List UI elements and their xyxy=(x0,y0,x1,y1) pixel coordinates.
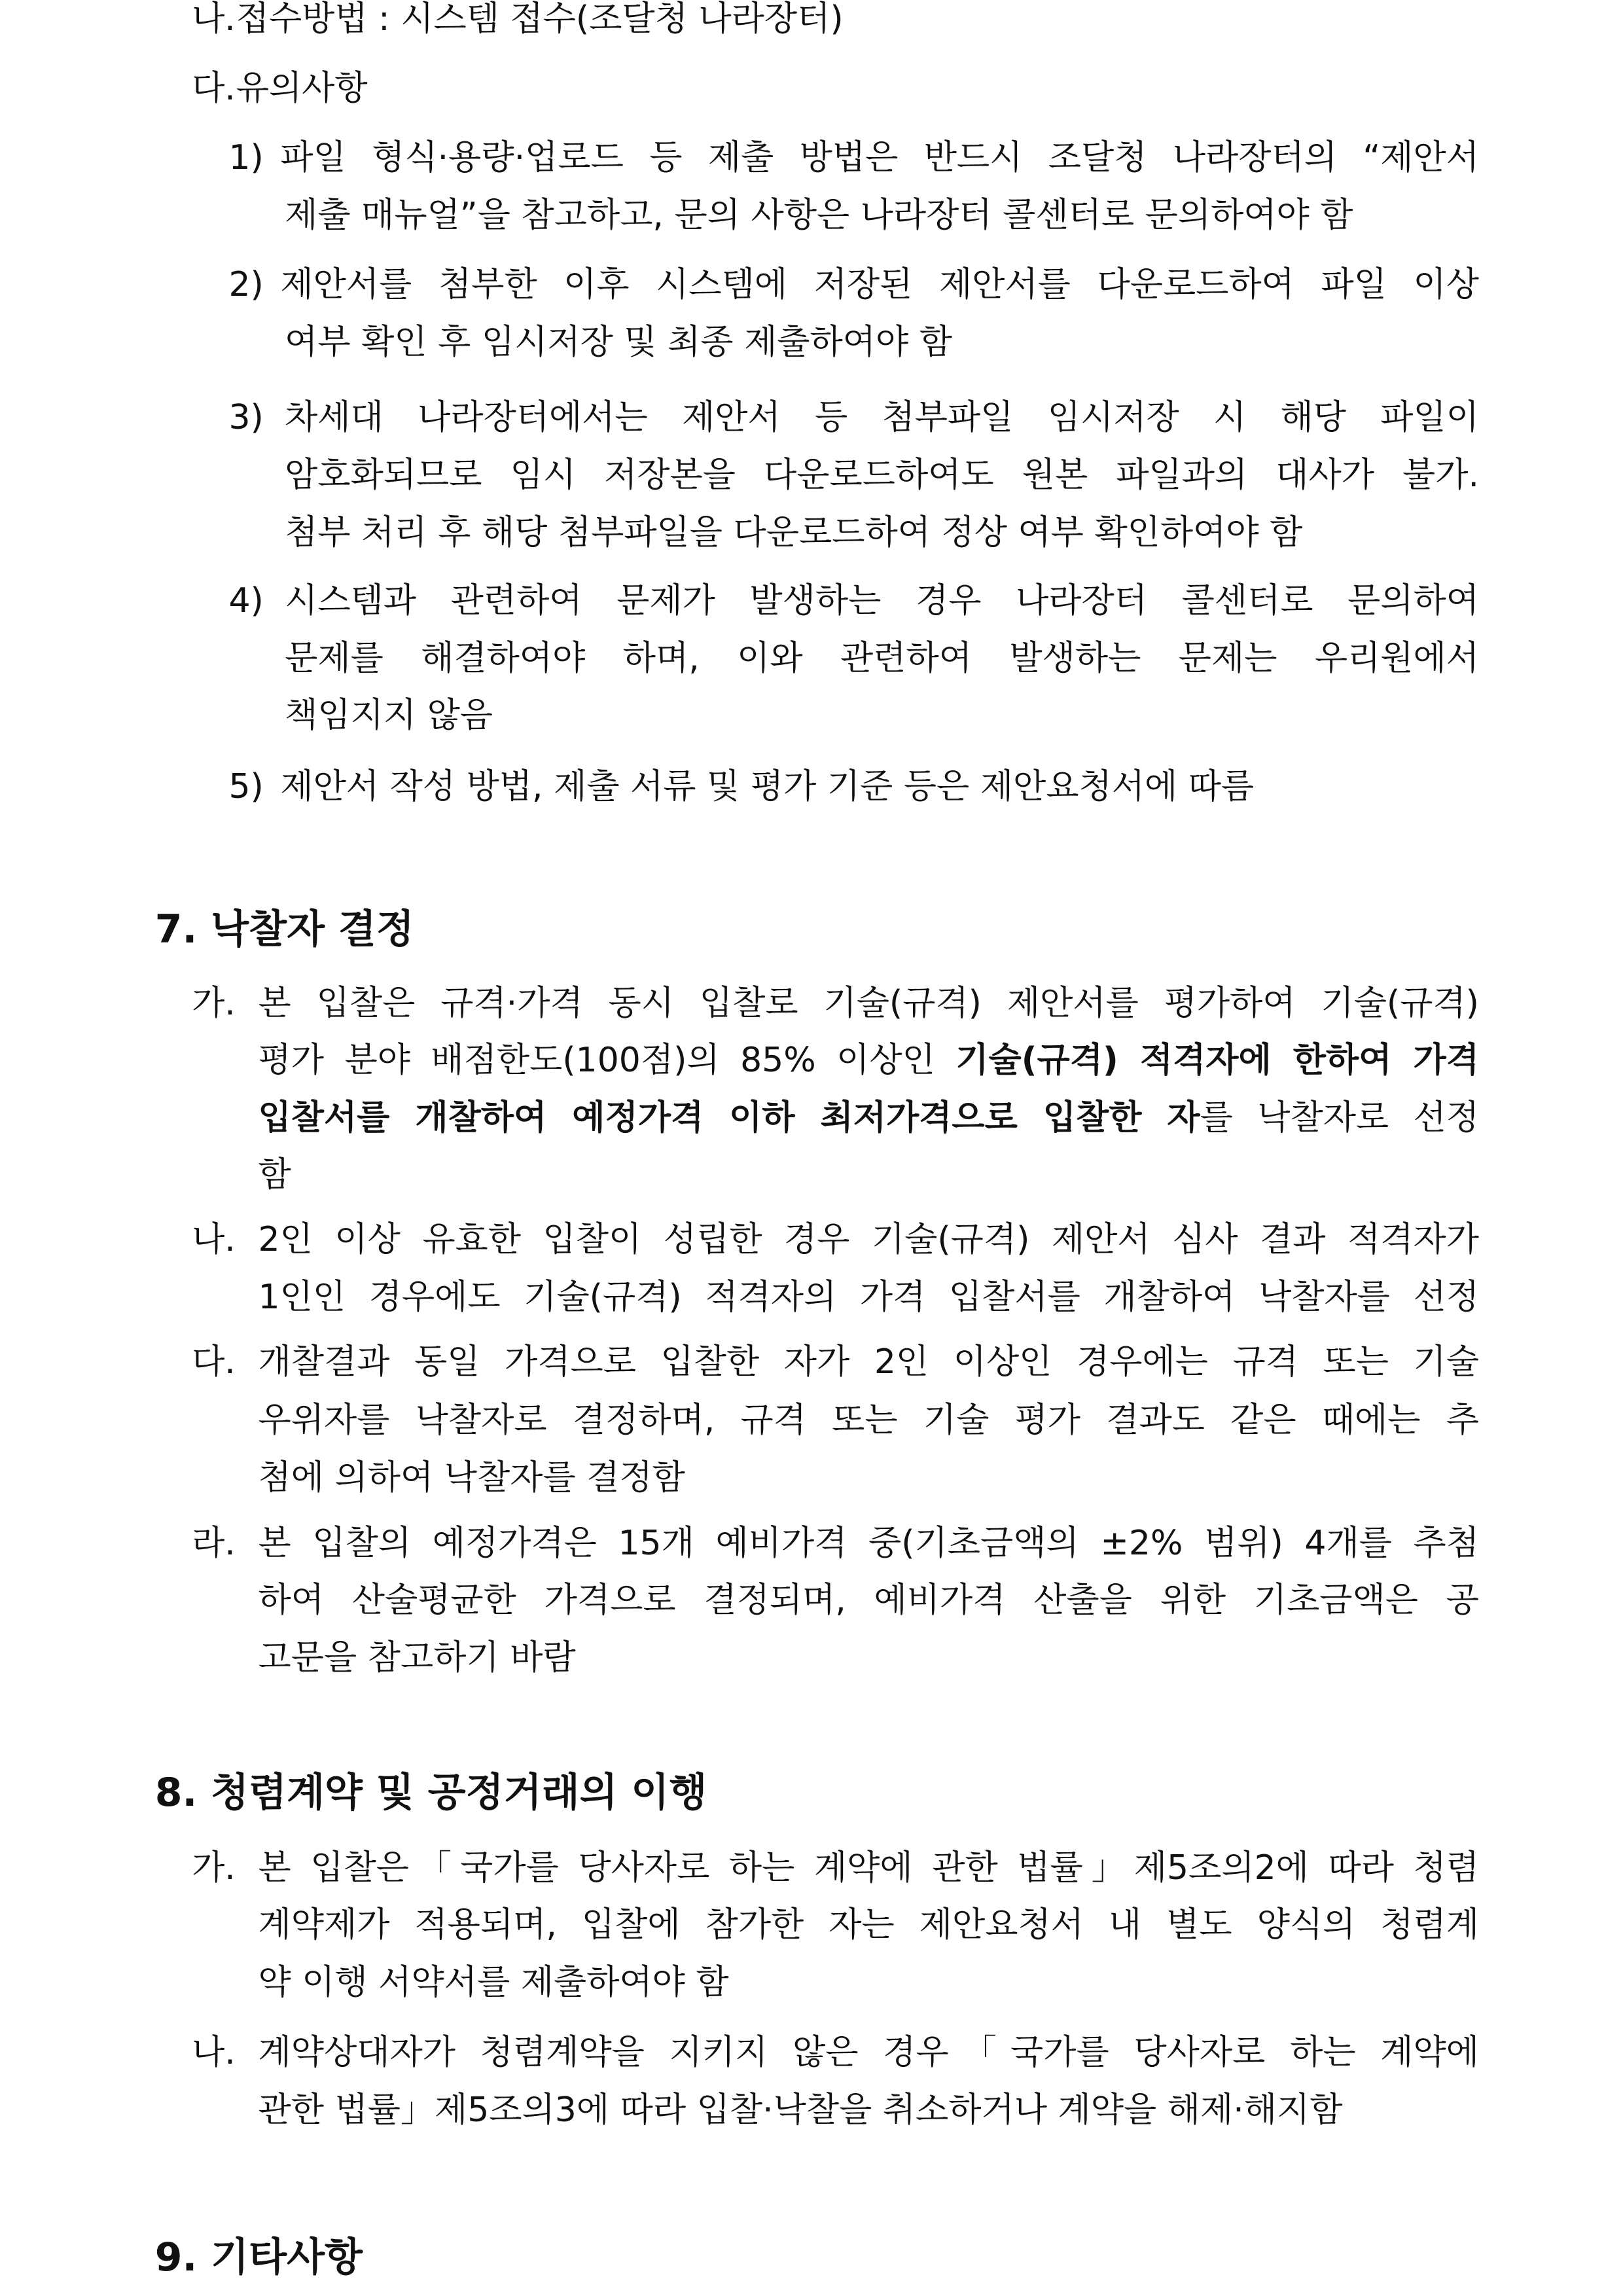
text-line: 하여 산술평균한 가격으로 결정되며, 예비가격 산출을 위한 기초금액은 공 xyxy=(258,1581,1479,1621)
item-marker: 가. xyxy=(192,1848,236,1888)
item-marker: 나. xyxy=(192,1219,236,1259)
text-line: 시스템과 관련하여 문제가 발생하는 경우 나라장터 콜센터로 문의하여 xyxy=(285,581,1479,620)
text-line: 우위자를 낙찰자로 결정하며, 규격 또는 기술 평가 결과도 같은 때에는 추 xyxy=(258,1400,1479,1440)
text-line: 접수방법 : 시스템 접수(조달청 나라장터) xyxy=(236,0,844,39)
text-line: 계약제가 적용되며, 입찰에 참가한 자는 제안요청서 내 별도 양식의 청렴계 xyxy=(258,1905,1479,1945)
text-segment: 평가 분야 배점한도(100점)의 85% 이상인 xyxy=(258,1041,956,1081)
text-line: 첨에 의하여 낙찰자를 결정함 xyxy=(258,1458,685,1498)
text-line: 제출 매뉴얼”을 참고하고, 문의 사항은 나라장터 콜센터로 문의하여야 함 xyxy=(285,196,1353,236)
item-marker: 나. xyxy=(192,0,236,39)
item-marker: 3) xyxy=(228,398,264,438)
text-line: 여부 확인 후 임시저장 및 최종 제출하여야 함 xyxy=(285,323,952,363)
text-line: 고문을 참고하기 바람 xyxy=(258,1638,576,1677)
text-line: 함 xyxy=(258,1155,291,1194)
text-line: 계약상대자가 청렴계약을 지키지 않은 경우「국가를 당사자로 하는 계약에 xyxy=(258,2033,1479,2072)
section-heading: 7. 낙찰자 결정 xyxy=(154,906,414,953)
item-marker: 나. xyxy=(192,2033,236,2072)
text-line: 관한 법률」제5조의3에 따라 입찰·낙찰을 취소하거나 계약을 해제·해지함 xyxy=(258,2090,1343,2130)
text-line: 차세대 나라장터에서는 제안서 등 첨부파일 임시저장 시 해당 파일이 xyxy=(285,398,1479,438)
text-line: 유의사항 xyxy=(236,69,368,109)
text-line: 파일 형식·용량·업로드 등 제출 방법은 반드시 조달청 나라장터의 “제안서 xyxy=(280,138,1479,178)
section-heading: 9. 기타사항 xyxy=(154,2234,363,2281)
text-line xyxy=(259,1098,1479,1138)
text-line: 암호화되므로 임시 저장본을 다운로드하여도 원본 파일과의 대사가 불가. xyxy=(285,455,1479,495)
text-line: 제안서 작성 방법, 제출 서류 및 평가 기준 등은 제안요청서에 따름 xyxy=(280,766,1255,806)
text-segment: 를 낙찰자로 선정 xyxy=(1200,1098,1479,1138)
item-marker: 2) xyxy=(228,265,264,305)
text-line: 본 입찰은「국가를 당사자로 하는 계약에 관한 법률」제5조의2에 따라 청렴 xyxy=(258,1848,1479,1888)
text-line: 본 입찰은 규격·가격 동시 입찰로 기술(규격) 제안서를 평가하여 기술(규격) xyxy=(258,984,1479,1024)
text-line: 개찰결과 동일 가격으로 입찰한 자가 2인 이상인 경우에는 규격 또는 기술 xyxy=(258,1342,1479,1382)
bold-text: 입찰서를 개찰하여 예정가격 이하 최저가격으로 입찰한 자 xyxy=(258,1098,1200,1138)
text-line: 약 이행 서약서를 제출하여야 함 xyxy=(258,1962,729,2002)
text-line: 2인 이상 유효한 입찰이 성립한 경우 기술(규격) 제안서 심사 결과 적격자가 xyxy=(258,1219,1479,1259)
bold-text: 기술(규격) 적격자에 한하여 가격 xyxy=(955,1041,1479,1081)
section-heading: 8. 청렴계약 및 공정거래의 이행 xyxy=(154,1770,707,1816)
text-line: 첨부 처리 후 해당 첨부파일을 다운로드하여 정상 여부 확인하여야 함 xyxy=(285,512,1303,552)
item-marker: 가. xyxy=(192,984,236,1024)
item-marker: 4) xyxy=(228,581,264,620)
item-marker: 5) xyxy=(228,766,264,806)
text-line xyxy=(259,1041,1479,1080)
text-line: 제안서를 첨부한 이후 시스템에 저장된 제안서를 다운로드하여 파일 이상 xyxy=(280,265,1479,305)
item-marker: 1) xyxy=(228,138,264,178)
item-marker: 다. xyxy=(192,69,236,109)
text-line: 본 입찰의 예정가격은 15개 예비가격 중(기초금액의 ±2% 범위) 4개를 추첨 xyxy=(258,1524,1479,1564)
item-marker: 다. xyxy=(192,1342,236,1382)
item-marker: 라. xyxy=(192,1524,236,1564)
text-line: 문제를 해결하여야 하며, 이와 관련하여 발생하는 문제는 우리원에서 xyxy=(285,638,1479,678)
text-line: 책임지지 않음 xyxy=(285,696,493,736)
text-line: 1인인 경우에도 기술(규격) 적격자의 가격 입찰서를 개찰하여 낙찰자를 선정 xyxy=(258,1277,1479,1317)
